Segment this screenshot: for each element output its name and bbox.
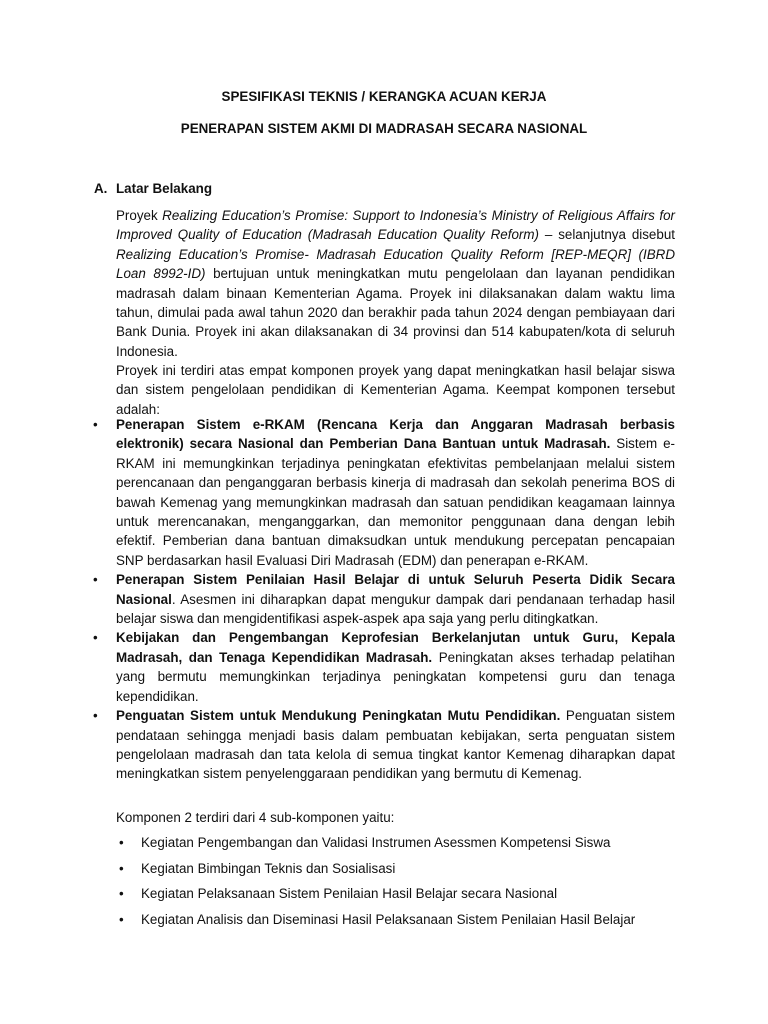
component-item xyxy=(93,706,675,784)
bullet-icon: • xyxy=(93,630,98,646)
subcomponent-item xyxy=(119,833,635,859)
subcomponent-item xyxy=(119,859,635,885)
subcomponent-label: Kegiatan Analisis dan Diseminasi Hasil Pelaksanaan Sistem Penilaian Hasil Belajar xyxy=(141,911,636,927)
bullet-icon: • xyxy=(93,708,98,724)
bullet-icon: • xyxy=(119,911,124,927)
component-title: Penguatan Sistem untuk Mendukung Peningkatan Mutu Pendidikan. xyxy=(116,708,561,724)
component-item xyxy=(93,415,675,570)
component-description: Sistem e-RKAM ini memungkinkan terjadinya peningkatan efektivitas pembelanjaan melalui sistem perencanaan dan penganggaran berbasis kinerja di madrasah dan sekolah penerima BOS di bawah Kemenag yang memungkinkan madrasah dan satuan pendidikan keagamaan lainnya untuk merencanakan, menganggarkan, dan memonitor penggunaan dana dengan lebih efektif. Pemberian dana bantuan dimaksudkan untuk mendukung percepatan pencapaian SNP berdasarkan hasil Evaluasi Diri Madrasah (EDM) dan penerapan e-RKAM. xyxy=(116,436,675,568)
component-title: Penerapan Sistem e-RKAM (Rencana Kerja dan Anggaran Madrasah berbasis elektronik) secara Nasional dan Pemberian Dana Bantuan untuk Madrasah. xyxy=(116,417,675,452)
text-run: Proyek ini terdiri atas empat komponen proyek yang dapat meningkatkan hasil belajar siswa dan sistem pengelolaan pendidikan di Kementerian Agama. Keempat komponen tersebut adalah: xyxy=(116,363,675,417)
section-number: A. xyxy=(94,181,108,196)
component-title: Penerapan Sistem Penilaian Hasil Belajar di untuk Seluruh Peserta Didik Secara Nasional xyxy=(116,572,675,607)
bullet-icon: • xyxy=(119,886,124,901)
subcomponent-label: Kegiatan Pelaksanaan Sistem Penilaian Hasil Belajar secara Nasional xyxy=(141,886,558,901)
components-list xyxy=(93,415,675,784)
bullet-icon: • xyxy=(93,417,98,432)
subcomponent-item xyxy=(119,910,636,936)
component-title: Kebijakan dan Pengembangan Keprofesian Berkelanjutan untuk Guru, Kepala Madrasah, dan Tenaga Kependidikan Madrasah. xyxy=(116,630,675,665)
document-title: SPESIFIKASI TEKNIS / KERANGKA ACUAN KERJA xyxy=(221,89,547,104)
section-label: Latar Belakang xyxy=(116,181,213,196)
text-run: Realizing Education’s Promise: Support to Indonesia’s Ministry of Religious Affairs for Improved Quality of Education (Madrasah Education Quality Reform) xyxy=(116,208,675,243)
bullet-icon: • xyxy=(93,572,98,588)
bullet-icon: • xyxy=(119,835,124,850)
komponen2-intro: Komponen 2 terdiri dari 4 sub-komponen yaitu: xyxy=(116,810,395,825)
document-subtitle: PENERAPAN SISTEM AKMI DI MADRASAH SECARA NASIONAL xyxy=(180,121,588,136)
text-run: Realizing Education’s Promise- Madrasah Education Quality Reform [REP-MEQR] (IBRD Loan 8992-ID) xyxy=(116,246,675,282)
text-run: Proyek xyxy=(116,208,163,223)
text-run: – selanjutnya disebut xyxy=(538,227,675,243)
component-item xyxy=(93,628,675,706)
subcomponents-list xyxy=(119,833,636,935)
subcomponent-label: Kegiatan Pengembangan dan Validasi Instrumen Asessmen Kompetensi Siswa xyxy=(141,835,611,850)
subcomponent-label: Kegiatan Bimbingan Teknis dan Sosialisasi xyxy=(141,860,396,876)
subcomponent-item xyxy=(119,884,635,910)
component-description: Penguatan sistem pendataan sehingga menjadi basis dalam pembuatan kebijakan, serta penguatan sistem pengelolaan madrasah dan tata kelola di semua tingkat kantor Kemenag diharapkan dapat meningkatkan sistem penyelenggaraan pendidikan yang bermutu di Kemenag. xyxy=(116,708,675,782)
component-description: Peningkatan akses terhadap pelatihan yang bermutu memungkinkan terjadinya peningkatan kompetensi guru dan tenaga kependidikan. xyxy=(116,649,675,704)
text-run: bertujuan untuk meningkatkan mutu pengelolaan dan layanan pendidikan madrasah dalam binaan Kementerian Agama. Proyek ini dilaksanakan dalam waktu lima tahun, dimulai pada awal tahun 2020 dan berakhir pada tahun 2024 dengan pembiayaan dari Bank Dunia. Proyek ini akan dilaksanakan di 34 provinsi dan 514 kabupaten/kota di seluruh Indonesia. xyxy=(116,266,675,359)
section-heading xyxy=(94,181,212,196)
component-item xyxy=(93,570,675,628)
component-description: . Asesmen ini diharapkan dapat mengukur dampak dari pendanaan terhadap hasil belajar siswa dan mengidentifikasi aspek-aspek apa saja yang perlu ditingkatkan. xyxy=(116,591,675,627)
paragraph-background xyxy=(116,206,675,361)
paragraph-components-intro xyxy=(116,361,675,419)
bullet-icon: • xyxy=(119,860,124,876)
